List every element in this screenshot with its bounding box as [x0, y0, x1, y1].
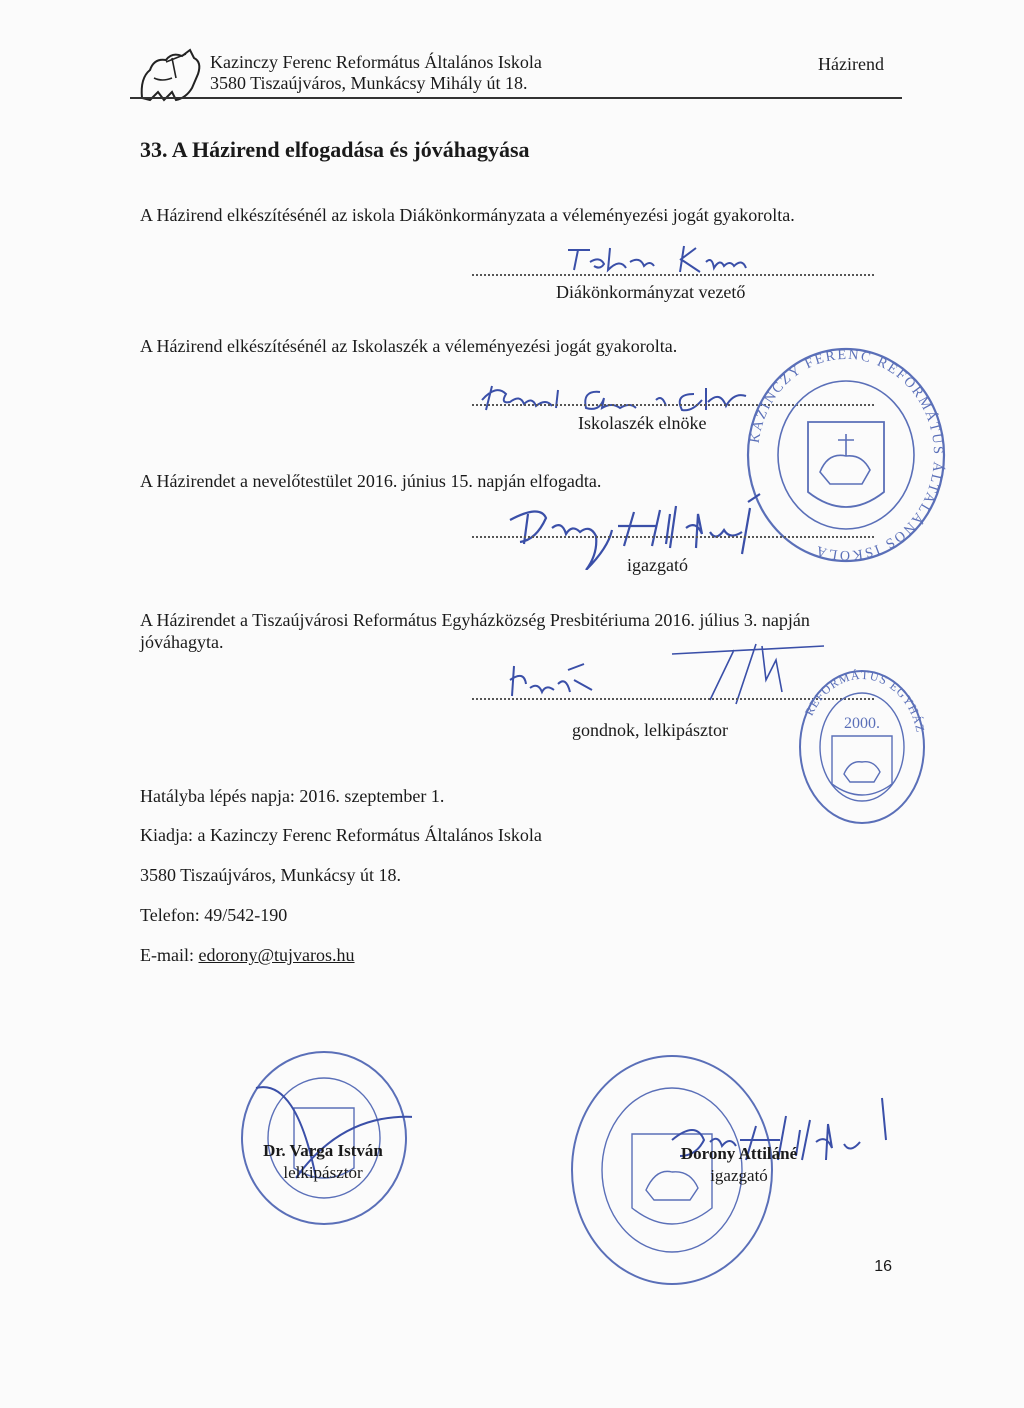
student-council-signature	[560, 238, 770, 278]
page-number: 16	[874, 1258, 892, 1275]
publisher: Kiadja: a Kazinczy Ferenc Református Általános Iskola	[140, 825, 542, 845]
director-role: igazgató	[710, 1166, 768, 1185]
church-stamp-year: 2000.	[844, 715, 880, 732]
student-council-text: A Házirend elkészítésénél az iskola Diákönkormányzata a véleményezési jogát gyakorolta.	[140, 205, 795, 225]
director-signature-block	[664, 1143, 814, 1187]
email-link[interactable]: edorony@tujvaros.hu	[198, 945, 355, 965]
school-logo-icon	[132, 48, 208, 104]
school-stamp-ring-text: KAZINCZY FERENC REFORMÁTUS ÁLTALÁNOS ISKOLA	[747, 347, 946, 563]
presbytery-text-line2: jóváhagyta.	[140, 632, 224, 652]
section-title: 33. A Házirend elfogadása és jóváhagyása	[140, 137, 530, 162]
church-stamp-bottom-icon	[236, 1048, 412, 1228]
pastor-signature-block	[248, 1140, 398, 1184]
header-school	[210, 52, 542, 94]
student-council-role: Diákönkormányzat vezető	[556, 282, 746, 302]
email-row	[140, 944, 355, 966]
header-doc-label: Házirend	[818, 54, 884, 74]
school-board-text: A Házirend elkészítésénél az Iskolaszék a véleményezési jogát gyakorolta.	[140, 336, 678, 356]
header-school-name: Kazinczy Ferenc Református Általános Iskola	[210, 52, 542, 72]
staff-signature-line	[472, 536, 874, 538]
staff-role: igazgató	[627, 555, 688, 575]
church-stamp-icon	[796, 666, 928, 828]
school-board-role: Iskolaszék elnöke	[578, 413, 707, 433]
pastor-name: Dr. Varga István	[263, 1141, 383, 1160]
presbytery-signatures	[504, 640, 834, 706]
publisher-address: 3580 Tiszaújváros, Munkácsy út 18.	[140, 865, 401, 885]
header-address: 3580 Tiszaújváros, Munkácsy Mihály út 18.	[210, 73, 528, 93]
header-rule	[130, 97, 902, 99]
director-name: Dorony Attiláné	[680, 1144, 798, 1163]
student-council-signature-line	[472, 274, 874, 276]
staff-text: A Házirendet a nevelőtestület 2016. június 15. napján elfogadta.	[140, 471, 602, 491]
email-label: E-mail:	[140, 945, 199, 965]
phone: Telefon: 49/542-190	[140, 905, 288, 925]
effective-date: Hatályba lépés napja: 2016. szeptember 1.	[140, 786, 445, 806]
church-stamp-ring-text: REFORMÁTUS EGYHÁZ	[801, 667, 928, 735]
presbytery-role: gondnok, lelkipásztor	[572, 720, 728, 740]
pastor-role: lelkipásztor	[283, 1163, 363, 1182]
presbytery-text-line1: A Házirendet a Tiszaújvárosi Református Egyházközség Presbitériuma 2016. július 3. napján	[140, 610, 810, 630]
